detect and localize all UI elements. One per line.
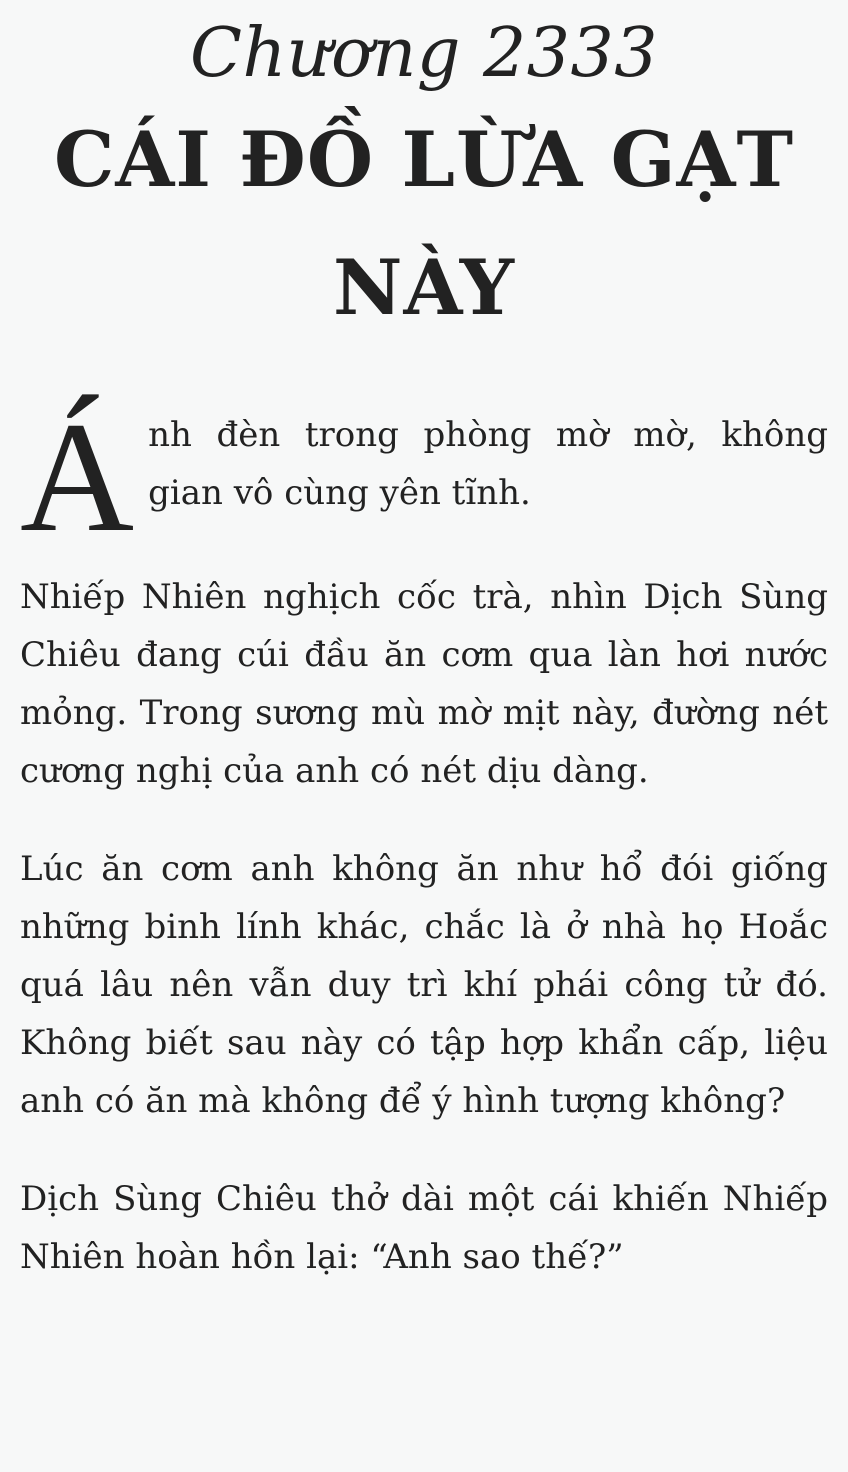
- paragraph-first-text: nh đèn trong phòng mờ mờ, không gian vô cùng yên tĩnh.: [148, 415, 828, 513]
- chapter-title-line-2: NÀY: [333, 243, 515, 332]
- chapter-title: [20, 96, 828, 352]
- chapter-content: [20, 390, 828, 1286]
- paragraph-first: [20, 390, 828, 565]
- paragraph: Dịch Sùng Chiêu thở dài một cái khiến Nhiếp Nhiên hoàn hồn lại: “Anh sao thế?”: [20, 1179, 828, 1277]
- reader-page: [0, 14, 848, 1472]
- paragraph: Nhiếp Nhiên nghịch cốc trà, nhìn Dịch Sùng Chiêu đang cúi đầu ăn cơm qua làn hơi nước mỏng. Trong sương mù mờ mịt này, đường nét cương nghị của anh có nét dịu dàng.: [20, 577, 828, 791]
- chapter-number: Chương 2333: [189, 14, 659, 93]
- paragraph: Lúc ăn cơm anh không ăn như hổ đói giống những binh lính khác, chắc là ở nhà họ Hoắc quá lâu nên vẫn duy trì khí phái công tử đó. Không biết sau này có tập hợp khẩn cấp, liệu anh có ăn mà không để ý hình tượng không?: [20, 849, 828, 1121]
- drop-cap: Á: [20, 390, 135, 565]
- chapter-title-line-1: CÁI ĐỒ LỪA GẠT: [53, 115, 795, 204]
